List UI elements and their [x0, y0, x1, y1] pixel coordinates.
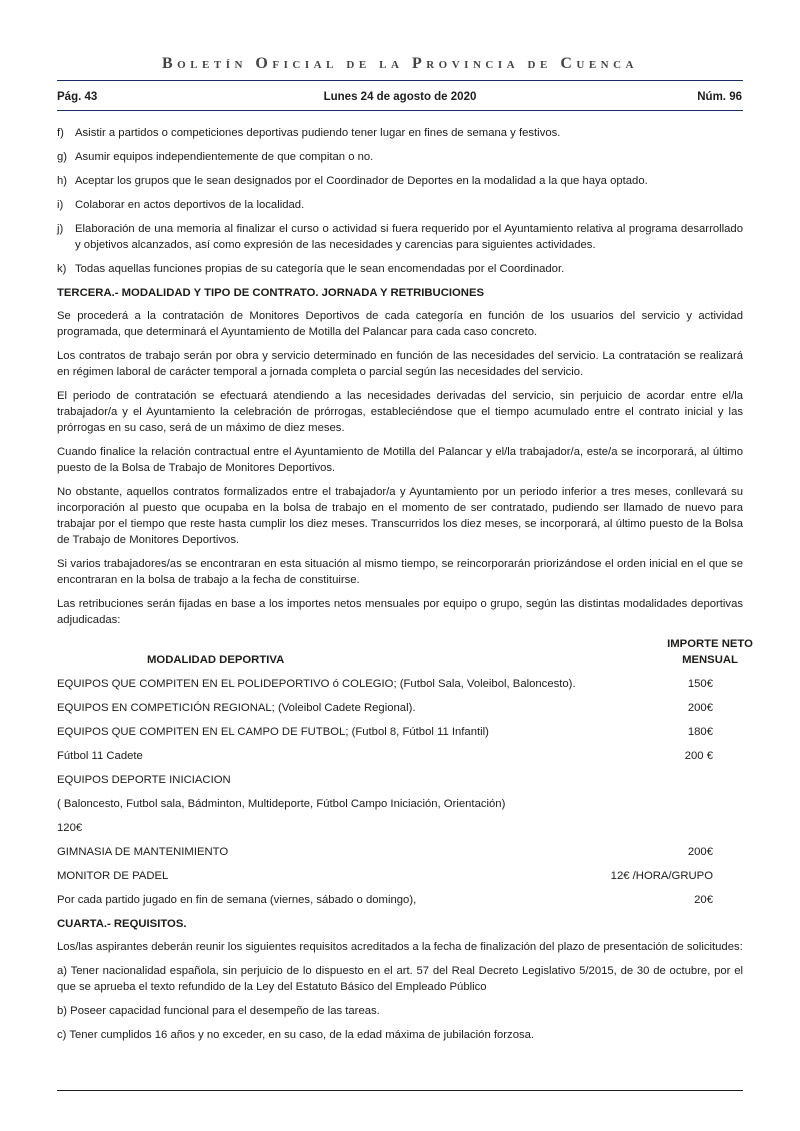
paragraph: Si varios trabajadores/as se encontraran en esta situación al mismo tiempo, se reincorporarán priorizándose el orden inicial en el que se encontraran en la bolsa de trabajo a la fecha de constituirse. — [57, 558, 743, 586]
table-row: Fútbol 11 Cadete 200 € — [57, 750, 713, 762]
document-body — [57, 125, 753, 1051]
table-row: EQUIPOS EN COMPETICIÓN REGIONAL; (Voleibol Cadete Regional). 200€ — [57, 702, 713, 714]
issue-number: Núm. 96 — [697, 91, 742, 103]
footer-rule — [57, 1090, 743, 1091]
paragraph: Se procederá a la contratación de Monitores Deportivos de cada categoría en función de los usuarios del servicio y actividad programada, que determinará el Ayuntamiento de Motilla del Palancar para cada caso concreto. — [57, 310, 743, 338]
list-item: j) Elaboración de una memoria al finalizar el curso o actividad si fuera requerido por el Ayuntamiento relativa al programa desarrollado y objetivos alcanzados, así como expresión de las necesidades y carencias para siguientes actividades. — [57, 223, 743, 251]
paragraph: Cuando finalice la relación contractual entre el Ayuntamiento de Motilla del Palancar y el/la trabajador/a, este/a se incorporará, al último puesto de la Bolsa de Trabajo de Monitores Deportivos. — [57, 446, 743, 474]
paragraph: Las retribuciones serán fijadas en base a los importes netos mensuales por equipo o grupo, según las distintas modalidades deportivas adjudicadas: — [57, 598, 743, 626]
paragraph: No obstante, aquellos contratos formalizados entre el trabajador/a y Ayuntamiento por un periodo inferior a tres meses, conllevará su incorporación al puesto que ocupaba en la bolsa de trabajo en el momento de ser contratado, pudiendo ser llamado de nuevo para trabajar por el tiempo que reste hasta cumplir los diez meses. Transcurridos los diez meses, se incorporará, al último puesto de la Bolsa de Trabajo de Monitores Deportivos. — [57, 486, 743, 546]
issue-date: Lunes 24 de agosto de 2020 — [323, 91, 477, 103]
table-row: EQUIPOS DEPORTE INICIACION — [57, 774, 231, 786]
table-header — [57, 636, 753, 668]
column-header-amount: IMPORTE NETO MENSUAL — [667, 638, 753, 666]
header-rule — [57, 110, 743, 111]
paragraph: Los/las aspirantes deberán reunir los siguientes requisitos acreditados a la fecha de finalización del plazo de presentación de solicitudes: — [57, 941, 743, 953]
section-heading-cuarta: CUARTA.- REQUISITOS. — [57, 918, 187, 930]
requirement-item: c) Tener cumplidos 16 años y no exceder, en su caso, de la edad máxima de jubilación forzosa. — [57, 1029, 535, 1041]
page-number: Pág. 43 — [57, 91, 98, 103]
table-row: EQUIPOS QUE COMPITEN EN EL CAMPO DE FUTBOL; (Futbol 8, Fútbol 11 Infantil) 180€ — [57, 726, 713, 738]
table-row: Por cada partido jugado en fin de semana (viernes, sábado o domingo), 20€ — [57, 894, 713, 906]
requirement-item: b) Poseer capacidad funcional para el desempeño de las tareas. — [57, 1005, 380, 1017]
table-row: GIMNASIA DE MANTENIMIENTO 200€ — [57, 846, 713, 858]
table-row: EQUIPOS QUE COMPITEN EN EL POLIDEPORTIVO ó COLEGIO; (Futbol Sala, Voleibol, Baloncesto). 150€ — [57, 678, 713, 690]
paragraph: Los contratos de trabajo serán por obra y servicio determinado en función de las necesidades del servicio. La contratación se realizará en régimen laboral de carácter temporal a jornada completa o parcial según las necesidades del servicio. — [57, 350, 743, 378]
table-row: 120€ — [57, 822, 83, 834]
list-item: f) Asistir a partidos o competiciones deportivas pudiendo tener lugar en fines de semana y festivos. — [57, 127, 561, 139]
paragraph: El periodo de contratación se efectuará atendiendo a las necesidades derivadas del servicio, sin perjuicio de acordar entre el/la trabajador/a y el Ayuntamiento la celebración de prórrogas, estableciéndose que el tiempo acumulado entre el contrato inicial y las prórrogas en su caso, será de un máximo de diez meses. — [57, 390, 743, 434]
list-item: k) Todas aquellas funciones propias de su categoría que le sean encomendadas por el Coordinador. — [57, 263, 565, 275]
column-header-modality: MODALIDAD DEPORTIVA — [147, 654, 285, 666]
table-row: MONITOR DE PADEL 12€ /HORA/GRUPO — [57, 870, 713, 882]
table-row: ( Baloncesto, Futbol sala, Bádminton, Multideporte, Fútbol Campo Iniciación, Orientación) — [57, 798, 506, 810]
list-item: h) Aceptar los grupos que le sean designados por el Coordinador de Deportes en la modalidad a la que haya optado. — [57, 175, 648, 187]
requirement-item: a) Tener nacionalidad española, sin perjuicio de lo dispuesto en el art. 57 del Real Decreto Legislativo 5/2015, de 30 de octubre, por el que se aprueba el texto refundido de la Ley del Estatuto Básico del Empleado Público — [57, 965, 743, 993]
masthead-rule — [57, 80, 743, 81]
section-heading-tercera: TERCERA.- MODALIDAD Y TIPO DE CONTRATO. JORNADA Y RETRIBUCIONES — [57, 287, 485, 299]
list-item: i) Colaborar en actos deportivos de la localidad. — [57, 199, 305, 211]
masthead: Boletín Oficial de la Provincia de Cuenca — [161, 55, 639, 72]
list-item: g) Asumir equipos independientemente de que compitan o no. — [57, 151, 374, 163]
